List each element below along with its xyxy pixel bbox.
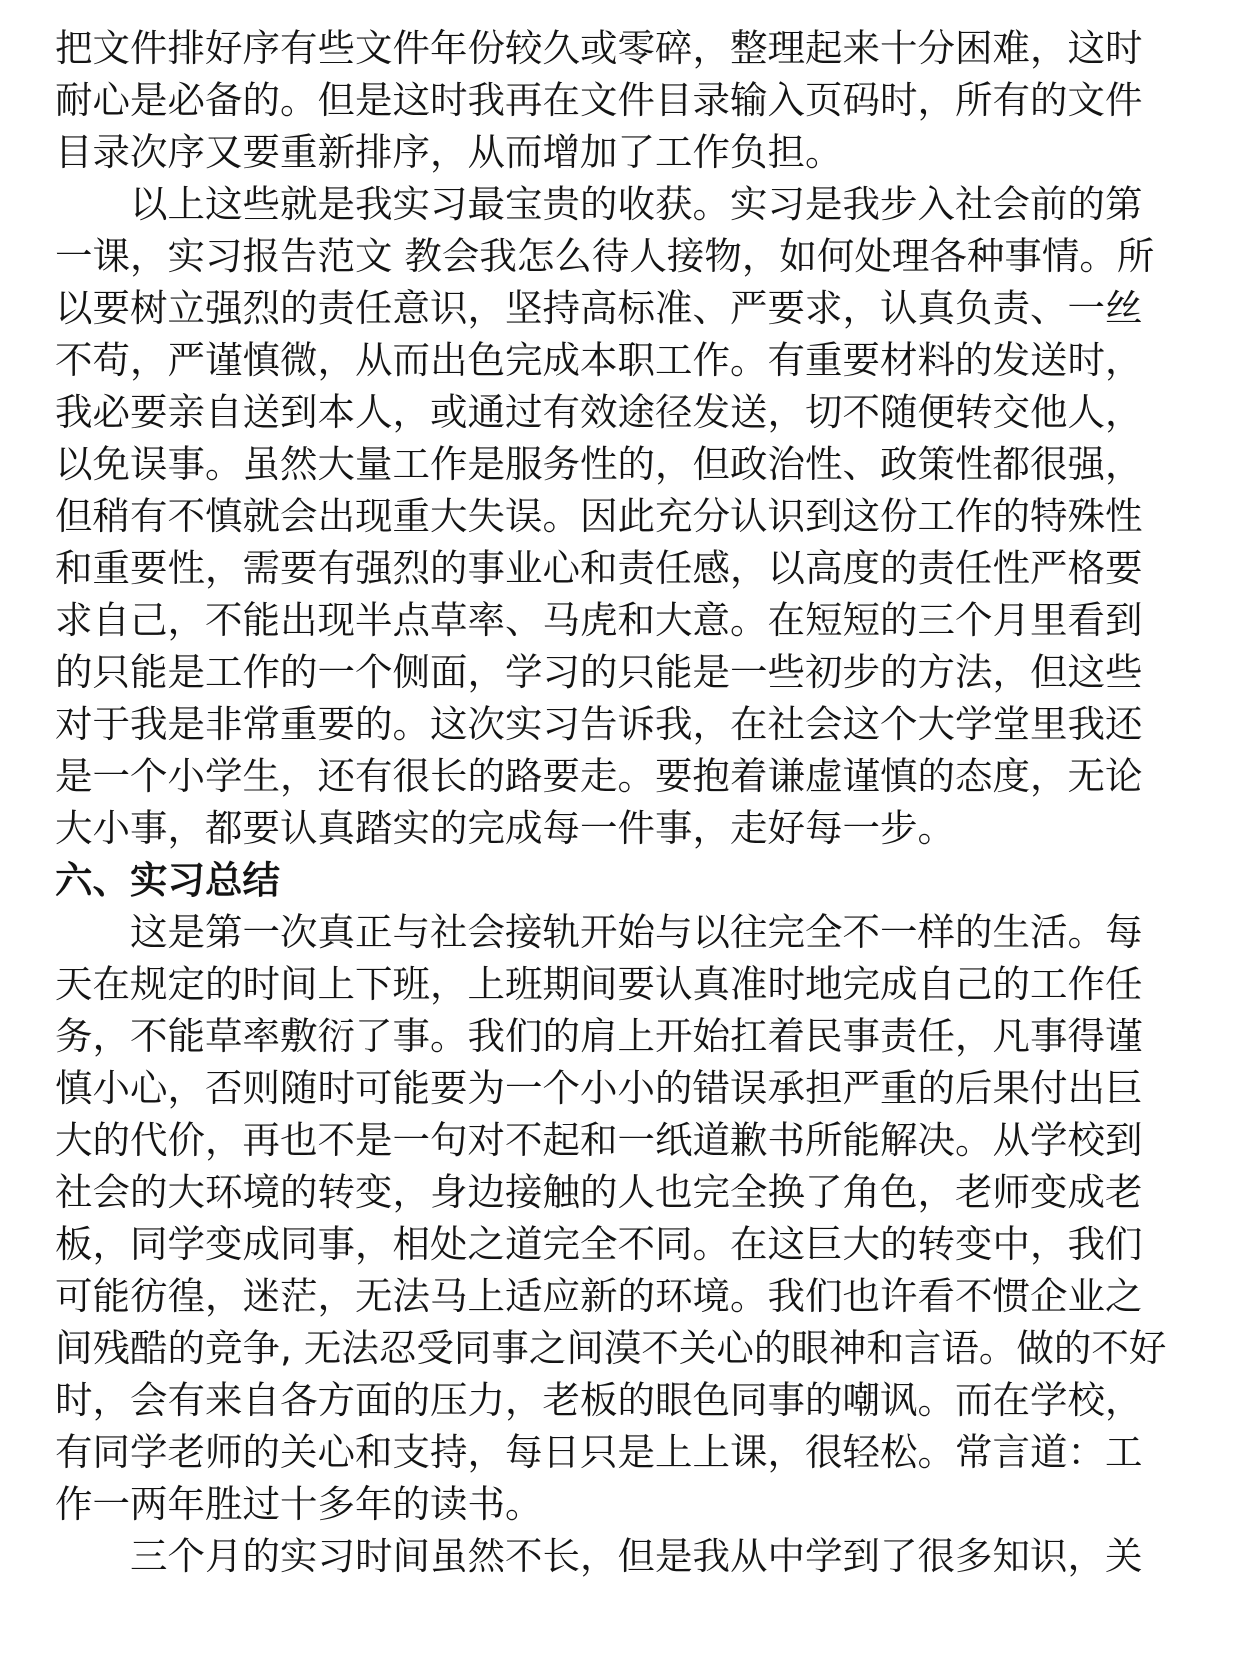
body-text-line: 以上这些就是我实习最宝贵的收获。实习是我步入社会前的第: [55, 182, 1143, 226]
body-text-line: 天在规定的时间上下班，上班期间要认真准时地完成自己的工作任: [55, 962, 1143, 1006]
body-text-line: 的只能是工作的一个侧面，学习的只能是一些初步的方法，但这些: [55, 650, 1143, 694]
body-text-line: 但稍有不慎就会出现重大失误。因此充分认识到这份工作的特殊性: [55, 494, 1143, 538]
body-text-line: 这是第一次真正与社会接轨开始与以往完全不一样的生活。每: [55, 910, 1143, 954]
body-text-line: 慎小心，否则随时可能要为一个小小的错误承担严重的后果付出巨: [55, 1066, 1143, 1110]
body-text-line: 社会的大环境的转变，身边接触的人也完全换了角色，老师变成老: [55, 1170, 1143, 1214]
body-text-line: 作一两年胜过十多年的读书。: [55, 1482, 543, 1526]
body-text-line: 对于我是非常重要的。这次实习告诉我，在社会这个大学堂里我还: [55, 702, 1143, 746]
body-text-line: 间残酷的竞争, 无法忍受同事之间漠不关心的眼神和言语。做的不好: [55, 1326, 1167, 1370]
body-text-line: 以要树立强烈的责任意识，坚持高标准、严要求，认真负责、一丝: [55, 286, 1143, 330]
body-text-line: 我必要亲自送到本人，或通过有效途径发送，切不随便转交他人，: [55, 390, 1143, 434]
body-text-line: 求自己，不能出现半点草率、马虎和大意。在短短的三个月里看到: [55, 598, 1143, 642]
body-text-line: 可能彷徨，迷茫，无法马上适应新的环境。我们也许看不惯企业之: [55, 1274, 1143, 1318]
body-text-line: 目录次序又要重新排序，从而增加了工作负担。: [55, 130, 843, 174]
body-text-line: 大小事，都要认真踏实的完成每一件事，走好每一步。: [55, 806, 955, 850]
body-text-line: 三个月的实习时间虽然不长，但是我从中学到了很多知识，关: [55, 1534, 1143, 1578]
body-text-line: 把文件排好序有些文件年份较久或零碎，整理起来十分困难，这时: [55, 26, 1143, 70]
body-text-line: 耐心是必备的。但是这时我再在文件目录输入页码时，所有的文件: [55, 78, 1143, 122]
body-text-line: 板，同学变成同事，相处之道完全不同。在这巨大的转变中，我们: [55, 1222, 1143, 1266]
body-text-line: 时，会有来自各方面的压力，老板的眼色同事的嘲讽。而在学校，: [55, 1378, 1143, 1422]
body-text-line: 以免误事。虽然大量工作是服务性的，但政治性、政策性都很强，: [55, 442, 1143, 486]
body-text-line: 和重要性，需要有强烈的事业心和责任感，以高度的责任性严格要: [55, 546, 1143, 590]
body-text-line: 是一个小学生，还有很长的路要走。要抱着谦虚谨慎的态度，无论: [55, 754, 1143, 798]
body-text-line: 有同学老师的关心和支持，每日只是上上课，很轻松。常言道：工: [55, 1430, 1143, 1474]
body-text-line: 大的代价，再也不是一句对不起和一纸道歉书所能解决。从学校到: [55, 1118, 1143, 1162]
body-text-line: 一课，实习报告范文 教会我怎么待人接物，如何处理各种事情。所: [55, 234, 1155, 278]
body-text-line: 不苟，严谨慎微，从而出色完成本职工作。有重要材料的发送时，: [55, 338, 1143, 382]
body-text-line: 务，不能草率敷衍了事。我们的肩上开始扛着民事责任，凡事得谨: [55, 1014, 1143, 1058]
section-heading: 六、实习总结: [55, 858, 280, 902]
